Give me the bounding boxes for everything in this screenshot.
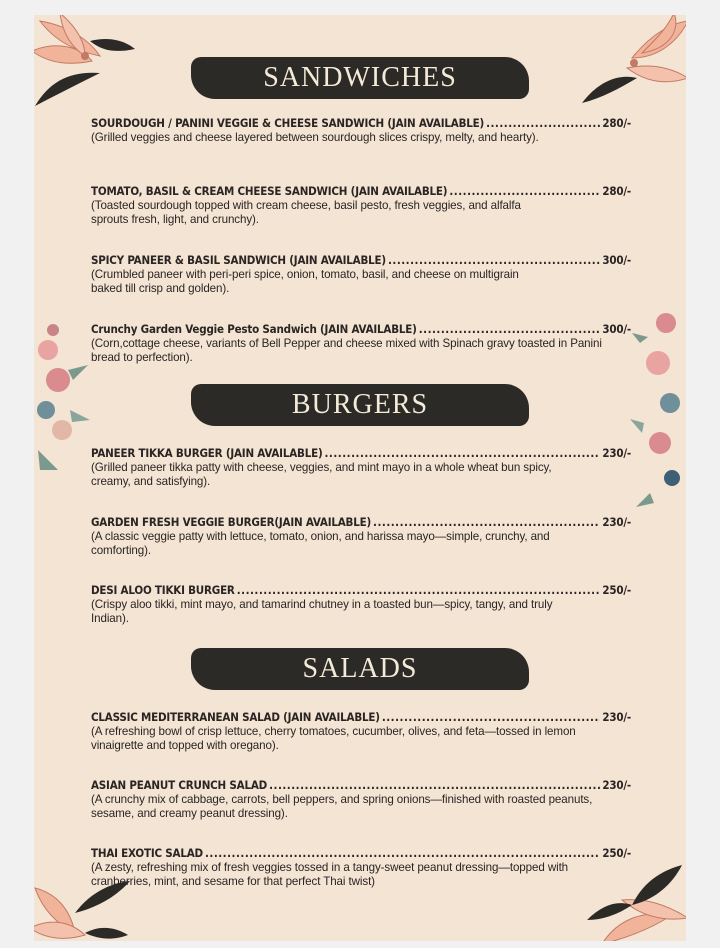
- item-name: TOMATO, BASIL & CREAM CHEESE SANDWICH (JAIN AVAILABLE): [91, 184, 448, 198]
- dot-leader: [419, 322, 601, 336]
- item-price: 230/-: [602, 515, 631, 529]
- item-name: ASIAN PEANUT CRUNCH SALAD: [91, 778, 268, 792]
- item-description: (Toasted sourdough topped with cream cheese, basil pesto, fresh veggies, and alfalfa sprouts fresh, light, and crunchy).: [91, 199, 521, 226]
- item-price: 280/-: [602, 184, 631, 198]
- section-banner-burgers: BURGERS: [191, 384, 529, 426]
- dot-leader: [449, 184, 600, 198]
- dot-leader: [486, 116, 600, 130]
- menu-item: [91, 322, 631, 365]
- item-name: PANEER TIKKA BURGER (JAIN AVAILABLE): [91, 446, 323, 460]
- item-description: (A zesty, refreshing mix of fresh veggies tossed in a tangy-sweet peanut dressing—topped with cranberries, mint, and sesame for that perfect Thai twist): [91, 861, 569, 888]
- item-price: 250/-: [602, 583, 631, 597]
- section-banner-sandwiches: SANDWICHES: [191, 57, 529, 99]
- item-price: 280/-: [602, 116, 631, 130]
- dot-leader: [373, 515, 600, 529]
- item-name: THAI EXOTIC SALAD: [91, 846, 203, 860]
- dot-leader: [237, 583, 601, 597]
- dot-leader: [382, 710, 601, 724]
- dot-leader: [388, 253, 600, 267]
- menu-item: [91, 515, 631, 558]
- flower-top-right-icon: [582, 15, 686, 113]
- item-description: (Crumbled paneer with peri-peri spice, onion, tomato, basil, and cheese on multigrain baked till crisp and golden).: [91, 268, 519, 295]
- menu-item: [91, 116, 631, 145]
- menu-page: [34, 15, 686, 941]
- item-description: (A crunchy mix of cabbage, carrots, bell peppers, and spring onions—finished with roasted peanuts, sesame, and creamy peanut dressing).: [91, 793, 593, 820]
- flower-right-middle-icon: [630, 293, 686, 513]
- item-description: (Crispy aloo tikki, mint mayo, and tamarind chutney in a toasted bun—spicy, tangy, and truly Indian).: [91, 598, 553, 625]
- menu-item: [91, 583, 631, 626]
- item-name: Crunchy Garden Veggie Pesto Sandwich (JAIN AVAILABLE): [91, 322, 417, 336]
- menu-item: [91, 778, 631, 821]
- item-price: 230/-: [602, 778, 631, 792]
- menu-item: [91, 184, 631, 227]
- item-name: GARDEN FRESH VEGGIE BURGER(JAIN AVAILABLE): [91, 515, 372, 529]
- item-name: CLASSIC MEDITERRANEAN SALAD (JAIN AVAILABLE): [91, 710, 380, 724]
- item-price: 230/-: [602, 446, 631, 460]
- item-price: 300/-: [602, 322, 631, 336]
- item-price: 230/-: [602, 710, 631, 724]
- menu-item: [91, 710, 631, 753]
- dot-leader: [325, 446, 601, 460]
- flower-left-middle-icon: [34, 310, 92, 480]
- menu-item: [91, 253, 631, 296]
- menu-item: [91, 446, 631, 489]
- item-name: DESI ALOO TIKKI BURGER: [91, 583, 235, 597]
- menu-item: [91, 846, 631, 889]
- flower-top-left-icon: [34, 15, 140, 121]
- item-price: 300/-: [602, 253, 631, 267]
- item-description: (Corn,cottage cheese, variants of Bell Pepper and cheese mixed with Spinach gravy toasted in Panini bread to perfection).: [91, 337, 602, 364]
- item-description: (A refreshing bowl of crisp lettuce, cherry tomatoes, cucumber, olives, and feta—tossed in lemon vinaigrette and topped with oregano).: [91, 725, 576, 752]
- item-price: 250/-: [602, 846, 631, 860]
- item-name: SOURDOUGH / PANINI VEGGIE & CHEESE SANDWICH (JAIN AVAILABLE): [91, 116, 485, 130]
- item-name: SPICY PANEER & BASIL SANDWICH (JAIN AVAILABLE): [91, 253, 386, 267]
- section-banner-salads: SALADS: [191, 648, 529, 690]
- item-description: (Grilled paneer tikka patty with cheese, veggies, and mint mayo in a whole wheat bun spicy, creamy, and satisfying).: [91, 461, 552, 488]
- dot-leader: [205, 846, 600, 860]
- dot-leader: [269, 778, 600, 792]
- item-description: (A classic veggie patty with lettuce, tomato, onion, and harissa mayo—simple, crunchy, and comforting).: [91, 530, 550, 557]
- item-description: (Grilled veggies and cheese layered between sourdough slices crispy, melty, and hearty).: [91, 131, 539, 144]
